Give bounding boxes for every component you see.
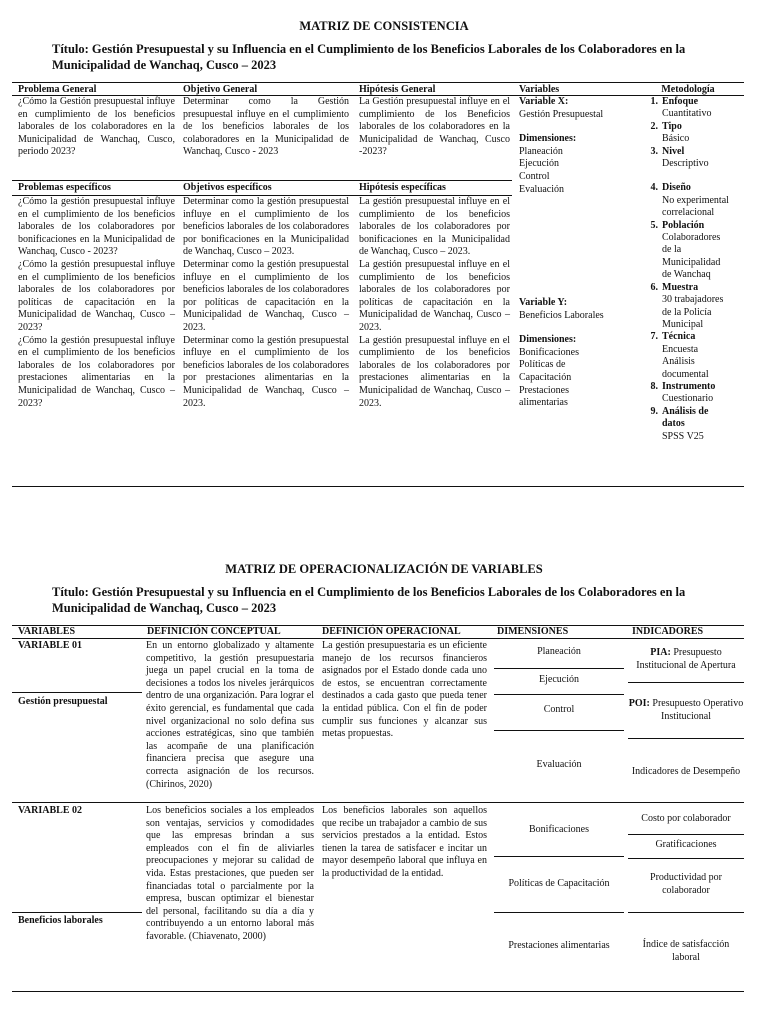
variable-x-dim: Control xyxy=(519,170,550,182)
hipotesis-especificas xyxy=(359,196,510,410)
var2-dim-bonificaciones: Bonificaciones xyxy=(529,824,589,835)
hipotesis-especifica-3: La gestión presupuestal influye en el cumplimiento de los beneficios laborales de los colaboradores por prestaciones alimentarias en la Municipalidad de Wanchaq, Cusco – 2023. xyxy=(359,334,510,409)
matriz-operacionalizacion-heading: MATRIZ DE OPERACIONALIZACIÓN DE VARIABLES xyxy=(225,562,543,576)
metodologia-item-8: 8. Instrumento Cuestionario xyxy=(650,380,716,405)
objetivo-general: Determinar como la Gestión presupuestal influye en el cumplimiento de los beneficios laborales de los colaboradores en la Municipalidad de Wanchaq, Cusco - 2023 xyxy=(183,96,349,158)
hipotesis-general: La Gestión presupuestal influye en el cumplimiento de los Beneficios laborales de los colaboradores en la Municipalidad de Wanchaq, Cusco -2023? xyxy=(359,96,510,158)
var1-dim-planeacion: Planeación xyxy=(537,646,581,657)
matriz-operacionalizacion-title: Título: Gestión Presupuestal y su Influencia en el Cumplimiento de los Beneficios Laborales de los Colaboradores en la Municipalidad de Wanchaq, Cusco – 2023 xyxy=(52,585,686,615)
table-bottom-rule xyxy=(12,486,744,487)
hipotesis-especifica-1: La gestión presupuestal influye en el cumplimiento de los beneficios laborales de los colaboradores por bonificaciones en la Municipalidad de Wanchaq, Cusco – 2023. xyxy=(359,196,510,258)
variable-02-label: VARIABLE 02 xyxy=(18,805,82,816)
variable-y-dim: alimentarias xyxy=(519,397,568,409)
metodologia-column xyxy=(642,96,746,443)
var1-def-operacional: La gestión presupuestaria es un eficiente manejo de los recursos financieros asignados por el Estado donde cada uno de estos, se encuentran correctamente destinados a cada gasto que pueda tener la entidad pública. Con el fin de poder cumplir sus funciones y alcanzar sus metas propuestas. xyxy=(322,640,487,740)
variable-x-name: Gestión Presupuestal xyxy=(519,108,604,120)
matriz-consistencia-heading: MATRIZ DE CONSISTENCIA xyxy=(299,19,469,33)
variable-x-dim: Ejecución xyxy=(519,158,559,170)
header-hipotesis-general: Hipótesis General xyxy=(359,84,436,95)
var2-indicador-gratificaciones: Gratificaciones xyxy=(655,839,717,850)
var2-def-operacional: Los beneficios laborales son aquellos que recibe un trabajador a cambio de sus servicios prestados a la entidad. Estos tienen la tarea de satisfacer e incitar un mayor desempeño laboral que influya en la productividad de la entidad. xyxy=(322,805,487,879)
variable-y-dim: Prestaciones xyxy=(519,384,569,396)
hipotesis-especifica-2: La gestión presupuestal influye en el cumplimiento de los beneficios laborales de los colaboradores por políticas de capacitación en la Municipalidad de Wanchaq, Cusco – 2023. xyxy=(359,258,510,333)
variable-y-column xyxy=(519,297,639,410)
table-top-rule xyxy=(12,82,744,83)
header-indicadores: INDICADORES xyxy=(632,626,704,637)
problema-especifico-1: ¿Cómo la gestión presupuestal influye en el cumplimiento de los beneficios laborales de los colaboradores por bonificaciones en la Municipalidad de Wanchaq, Cusco - 2023? xyxy=(18,196,175,258)
ind-rule xyxy=(628,834,744,835)
metodologia-item-6: 6. Muestra 30 trabajadores de la Policía Municipal xyxy=(650,281,724,330)
metodologia-item-3: 3. Nivel Descriptivo xyxy=(650,145,709,170)
objetivo-especifico-1: Determinar como la gestión presupuestal influye en el cumplimiento de los beneficios laborales de los colaboradores por bonificaciones en la Municipalidad de Wanchaq, Cusco – 2023. xyxy=(183,196,349,258)
dim-rule xyxy=(494,694,624,695)
variable-x-dim: Planeación xyxy=(519,145,563,157)
sub-header-rule-top xyxy=(12,180,512,181)
header-objetivo-general: Objetivo General xyxy=(183,84,258,95)
variable-x-dimensiones-label: Dimensiones: xyxy=(519,133,577,145)
var1-dim-evaluacion: Evaluación xyxy=(536,759,582,770)
variable-01-label: VARIABLE 01 xyxy=(18,640,82,651)
ind-rule xyxy=(628,858,744,859)
metodologia-item-2: 2. Tipo Básico xyxy=(650,120,690,145)
objetivo-especifico-3: Determinar como la gestión presupuestal influye en el cumplimiento de los beneficios laborales de los colaboradores por prestaciones alimentarias en la Municipalidad de Wanchaq, Cusco – 2023. xyxy=(183,334,349,409)
table2-bottom-rule xyxy=(12,991,744,992)
variables-column xyxy=(519,96,639,196)
variable-y-dim: Políticas de xyxy=(519,359,566,371)
ind-rule xyxy=(628,738,744,739)
header-problema-general: Problema General xyxy=(18,84,97,95)
problema-especifico-3: ¿Cómo la gestión presupuestal influye en el cumplimiento de los beneficios laborales de los colaboradores por prestaciones alimentarias en la Municipalidad de Wanchaq, Cusco – 2023? xyxy=(18,334,175,409)
var1-dim-ejecucion: Ejecución xyxy=(539,674,579,685)
var1-def-conceptual: En un entorno globalizado y altamente competitivo, la gestión presupuestaria juega un papel crucial en la toma de decisiones a todos los niveles jerárquicos dentro de una organización. Para lograr el éxito gerencial, es fundamental que cada nivel organizacional no solo defina sus acciones estratégicas, sino que también las acompañe de una planificación financiera precisa que asegure una correcta asignación de los recursos. (Chirinos, 2020) xyxy=(146,640,314,790)
header-metodologia: Metodología xyxy=(661,84,715,95)
problema-especifico-2: ¿Cómo la gestión presupuestal influye en el cumplimiento de los beneficios laborales de los colaboradores por políticas de capacitación en la Municipalidad de Wanchaq, Cusco – 2023? xyxy=(18,258,175,333)
ind-rule xyxy=(628,682,744,683)
variable-y-dim: Bonificaciones xyxy=(519,346,579,358)
metodologia-item-9: 9. Análisis de datos SPSS V25 xyxy=(650,405,709,442)
var2-dim-politicas: Políticas de Capacitación xyxy=(508,878,610,889)
variable-02-name: Beneficios laborales xyxy=(18,915,103,926)
matriz-consistencia-title: Título: Gestión Presupuestal y su Influencia en el Cumplimiento de los Beneficios Laborales de los Colaboradores en la Municipalidad de Wanchaq, Cusco – 2023 xyxy=(52,42,686,72)
objetivo-especifico-2: Determinar como la gestión presupuestal influye en el cumplimiento de los beneficios laborales de los colaboradores por políticas de capacitación en la Municipalidad de Wanchaq, Cusco – 2023. xyxy=(183,258,349,333)
header-objetivos-especificos: Objetivos específicos xyxy=(183,182,272,193)
metodologia-item-5: 5. Población Colaboradores de la Municipalidad de Wanchaq xyxy=(650,219,721,281)
var1-indicador-poi: POI: Presupuesto Operativo Institucional xyxy=(628,698,744,722)
metodologia-item-4: 4. Diseño No experimental correlacional xyxy=(650,182,729,219)
header-def-operacional: DEFINICIÓN OPERACIONAL xyxy=(322,626,461,637)
objetivos-especificos xyxy=(183,196,349,410)
variable-y-dimensiones-label: Dimensiones: xyxy=(519,334,577,346)
variable-x-label: Variable X: xyxy=(519,96,569,107)
variable-y-name: Beneficios Laborales xyxy=(519,309,604,321)
header-problemas-especificos: Problemas específicos xyxy=(18,182,111,193)
var2-def-conceptual: Los beneficios sociales a los empleados son ventajas, servicios y comodidades que las empresas brindan a sus empleados con el fin de aliviarles preocupaciones y mejorar su calidad de vida. Estas prestaciones, que pueden ser financiadas total o parcialmente por la empresa, buscan optimizar el bienestar del personal, facilitando su día a día y contribuyendo a un entorno laboral más favorable. (Chiavenato, 2000) xyxy=(146,805,314,942)
problema-general: ¿Cómo la Gestión presupuestal influye en cumplimiento de los beneficios laborales de los colaboradores en la Municipalidad de Wanchaq, Cusco, periodo 2023? xyxy=(18,96,175,158)
var2-label-rule xyxy=(12,912,142,913)
var2-indicador-productividad: Productividad por colaborador xyxy=(650,872,722,896)
dim-rule xyxy=(494,668,624,669)
dim-rule xyxy=(494,912,624,913)
table2-header-rule xyxy=(12,638,744,639)
metodologia-item-7: 7. Técnica Encuesta Análisis documental xyxy=(650,331,709,380)
variable-01-name: Gestión presupuestal xyxy=(18,696,108,707)
var1-label-rule xyxy=(12,692,142,693)
metodologia-item-1: 1. Enfoque Cuantitativo xyxy=(650,96,712,120)
variable-y-dim: Capacitación xyxy=(519,371,572,383)
var2-indicador-costo: Costo por colaborador xyxy=(641,813,731,824)
dim-rule xyxy=(494,730,624,731)
header-hipotesis-especificas: Hipótesis específicas xyxy=(359,182,446,193)
header-dimensiones: DIMENSIONES xyxy=(497,626,569,637)
dim-rule xyxy=(494,856,624,857)
variable-x-dim: Evaluación xyxy=(519,183,564,195)
var-separator-rule xyxy=(12,802,744,803)
var2-dim-prestaciones: Prestaciones alimentarias xyxy=(508,940,610,951)
header-variables: Variables xyxy=(519,84,560,95)
problemas-especificos xyxy=(18,196,175,410)
var1-indicador-desempeno: Indicadores de Desempeño xyxy=(631,766,741,777)
header-variables-2: VARIABLES xyxy=(18,626,76,637)
variable-y-label: Variable Y: xyxy=(519,297,568,308)
var1-indicador-pia: PIA: Presupuesto Institucional de Apertura xyxy=(636,647,736,671)
ind-rule xyxy=(628,912,744,913)
var1-dim-control: Control xyxy=(543,704,575,715)
header-def-conceptual: DEFINICIÓN CONCEPTUAL xyxy=(147,626,281,637)
var2-indicador-satisfaccion: Índice de satisfacción laboral xyxy=(642,939,730,963)
